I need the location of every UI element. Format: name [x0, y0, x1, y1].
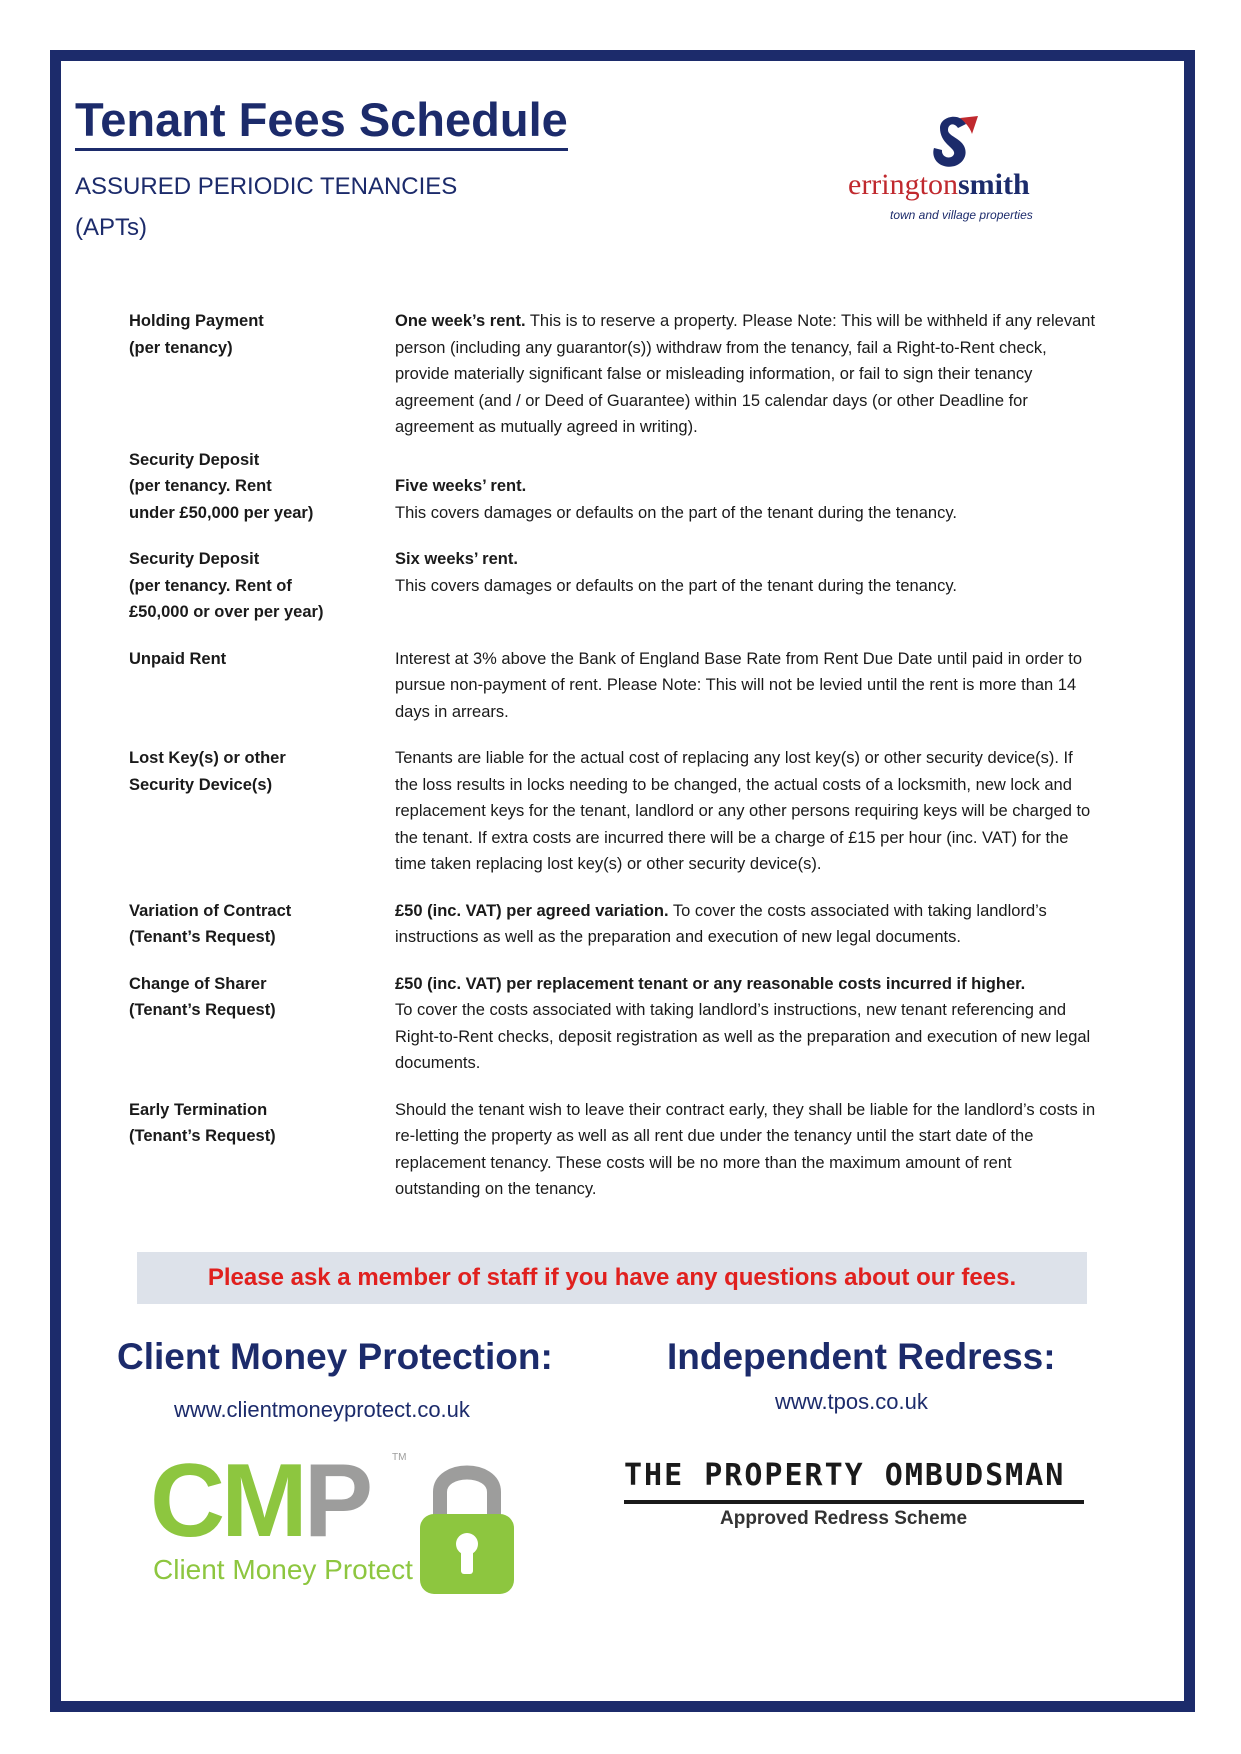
independent-redress-title: Independent Redress: [667, 1336, 1056, 1377]
fee-detail: Should the tenant wish to leave their contract early, they shall be liable for the landlord’s costs in re-letting the property as well as all rent due under the tenancy until the start date of the replacement tenancy. These costs will be no more than the maximum amount of rent outstanding on the tenancy. [395, 1100, 1096, 1198]
cmp-trademark: TM [392, 1452, 407, 1463]
fee-amount: £50 (inc. VAT) per replacement tenant or any reasonable costs incurred if higher. [395, 974, 1026, 993]
cmp-letter-c: C [150, 1443, 222, 1559]
fee-row-holding-payment [129, 308, 1099, 441]
fee-label-line: (per tenancy. Rent of [129, 576, 292, 595]
fee-label-line: Security Device(s) [129, 775, 273, 794]
fee-label [129, 745, 379, 798]
fee-detail: Interest at 3% above the Bank of England Base Rate from Rent Due Date until paid in order to pursue non-payment of rent. Please Note: This will not be levied until the rent is more than 14 days in arrears. [395, 649, 1082, 721]
cmp-letter-m: M [221, 1443, 304, 1559]
fee-row-lost-keys [129, 745, 1099, 878]
fee-detail: This covers damages or defaults on the part of the tenant during the tenancy. [395, 503, 957, 522]
fee-detail: This covers damages or defaults on the part of the tenant during the tenancy. [395, 576, 957, 595]
fee-row-unpaid-rent [129, 646, 1099, 726]
client-money-protect-logo [150, 1443, 530, 1596]
fee-label-line: (Tenant’s Request) [129, 928, 276, 946]
brand-tagline: town and village properties [890, 208, 1033, 222]
fee-description [395, 745, 1099, 878]
subtitle-line: ASSURED PERIODIC TENANCIES [75, 173, 458, 200]
tpo-divider [624, 1500, 1084, 1504]
fee-label [129, 546, 379, 626]
tpo-subtitle: Approved Redress Scheme [720, 1508, 968, 1529]
errington-smith-logo [848, 110, 1078, 230]
staff-questions-banner: Please ask a member of staff if you have any questions about our fees. [137, 1252, 1087, 1304]
fee-label [129, 898, 379, 951]
fee-label-line: Variation of Contract [129, 901, 292, 920]
fee-description [395, 971, 1099, 1077]
fee-row-early-termination [129, 1097, 1099, 1203]
fee-detail: Tenants are liable for the actual cost of replacing any lost key(s) or other security device(s). If the loss results in locks needing to be changed, the actual costs of a locksmith, new lock and replacement keys for the tenant, landlord or any other persons requiring keys will be charged to the tenant. If extra costs are incurred there will be a charge of £15 per hour (inc. VAT) for the time taken replacing lost key(s) or other security device(s). [395, 749, 1091, 873]
fee-row-variation-of-contract [129, 898, 1099, 951]
fee-amount: Five weeks’ rent. [395, 477, 527, 495]
page-subtitle [75, 166, 495, 248]
fees-table [129, 308, 1099, 1203]
fee-detail: To cover the costs associated with taking landlord’s instructions, new tenant referencing and Right-to-Rent checks, deposit registration as well as the preparation and execution of new legal documents. [395, 1001, 1091, 1072]
fee-row-security-deposit-under [129, 447, 1099, 527]
fee-label-line: Change of Sharer [129, 974, 267, 993]
fee-description [395, 898, 1099, 951]
fee-detail: This is to reserve a property. Please Note: This will be withheld if any relevant person (including any guarantor(s)) withdraw from the tenancy, fail a Right-to-Rent check, provide materially significant false or misleading information, or fail to sign their tenancy agreement (and / or Deed of Guarantee) within 15 calendar days (or other Deadline for agreement as mutually agreed in writing). [395, 312, 1096, 436]
fee-label-line: Lost Key(s) or other [129, 749, 286, 767]
fee-description [395, 308, 1099, 441]
fee-detail: To cover the costs associated with taking landlord’s instructions as well as the preparation and execution of new legal documents. [395, 901, 1047, 946]
cmp-letter-p: P [303, 1443, 370, 1559]
cmp-logo-subtitle: Client Money Protect [153, 1554, 413, 1585]
brand-name-part1: errington [848, 168, 958, 201]
fee-label [129, 308, 379, 361]
fee-description [395, 1097, 1099, 1203]
brand-mark-icon [930, 114, 982, 170]
fee-row-change-of-sharer [129, 971, 1099, 1077]
fee-label [129, 447, 379, 527]
fee-label-line: Holding Payment [129, 312, 264, 330]
fee-description [395, 546, 1099, 599]
client-money-protection-title: Client Money Protection: [117, 1336, 553, 1377]
fee-amount: £50 (inc. VAT) per agreed variation. [395, 901, 669, 920]
fee-label [129, 971, 379, 1024]
fee-label-line: Early Termination [129, 1100, 268, 1119]
subtitle-line: (APTs) [75, 214, 147, 241]
fee-label-line: (Tenant’s Request) [129, 1127, 276, 1145]
fee-description [395, 447, 1099, 527]
fee-label-line: Unpaid Rent [129, 649, 227, 668]
fee-label-line: £50,000 or over per year) [129, 603, 324, 621]
padlock-icon [418, 1456, 516, 1596]
cmp-letters [150, 1442, 369, 1561]
fee-amount: One week’s rent. [395, 312, 526, 330]
fee-label-line: Security Deposit [129, 550, 260, 568]
tpo-name: THE PROPERTY OMBUDSMAN [624, 1458, 1066, 1493]
fee-label-line: (Tenant’s Request) [129, 1001, 276, 1019]
fee-amount: Six weeks’ rent. [395, 550, 518, 568]
fee-row-security-deposit-over [129, 546, 1099, 626]
brand-name [848, 168, 1030, 202]
fee-label-line: (per tenancy) [129, 338, 233, 357]
fee-label-line: under £50,000 per year) [129, 503, 314, 522]
fee-description [395, 646, 1099, 726]
page-title: Tenant Fees Schedule [75, 94, 568, 151]
fee-label [129, 1097, 379, 1150]
client-money-protection-url[interactable]: www.clientmoneyprotect.co.uk [174, 1397, 470, 1422]
independent-redress-url[interactable]: www.tpos.co.uk [775, 1389, 928, 1414]
fee-label-line: (per tenancy. Rent [129, 477, 272, 495]
brand-name-part2: smith [957, 168, 1030, 201]
fee-label-line: Security Deposit [129, 450, 260, 469]
property-ombudsman-logo [624, 1458, 1084, 1538]
fee-label [129, 646, 379, 673]
